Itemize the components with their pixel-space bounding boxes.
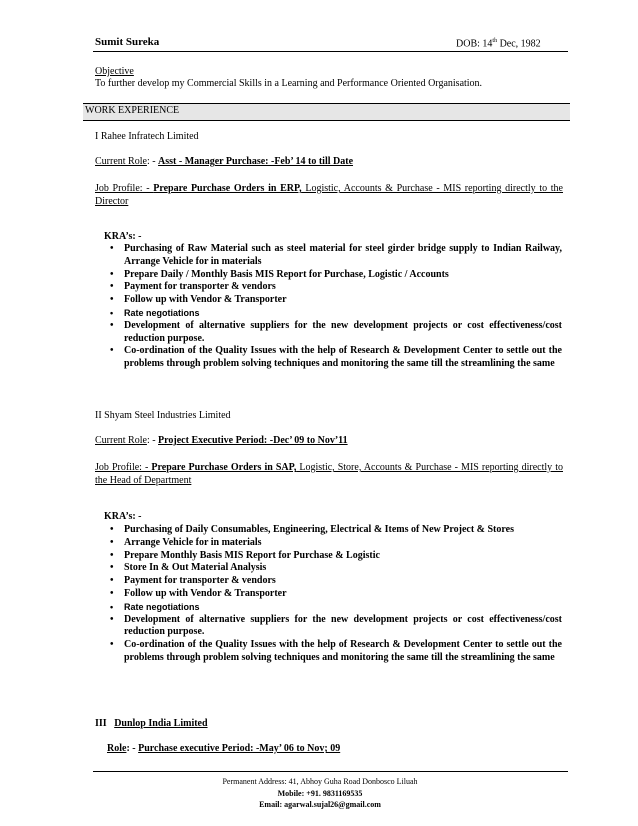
objective-heading: Objective	[95, 66, 134, 77]
footer-divider	[93, 771, 568, 772]
candidate-name: Sumit Sureka	[95, 36, 160, 48]
list-item: • Payment for transporter & vendors	[110, 281, 562, 294]
job1-profile: Job Profile: - Prepare Purchase Orders in ERP, Logistic, Accounts & Purchase - MIS reporting directly to the Director	[95, 183, 563, 207]
job1-company: I Rahee Infratech Limited	[95, 131, 199, 142]
footer-address: Permanent Address: 41, Abhoy Guha Road Donbosco Liluah	[222, 777, 418, 786]
list-item: • Rate negotiations	[110, 307, 562, 320]
job1-kra-list	[110, 243, 562, 371]
list-item: • Payment for transporter & vendors	[110, 575, 562, 588]
list-item: • Prepare Daily / Monthly Basis MIS Report for Purchase, Logistic / Accounts	[110, 269, 562, 282]
list-item: • Purchasing of Raw Material such as steel material for steel girder bridge supply to Indian Railway, Arrange Vehicle for in materials	[110, 243, 562, 269]
job2-kra-heading: KRA’s: -	[104, 511, 142, 522]
header-divider	[93, 51, 568, 52]
list-item: • Arrange Vehicle for in materials	[110, 537, 562, 550]
list-item: • Store In & Out Material Analysis	[110, 562, 562, 575]
objective-text: To further develop my Commercial Skills in a Learning and Performance Oriented Organisation.	[95, 78, 483, 89]
job2-kra-list	[110, 524, 562, 665]
job3-company: III Dunlop India Limited	[95, 718, 208, 729]
job2-profile: Job Profile: - Prepare Purchase Orders in SAP, Logistic, Store, Accounts & Purchase - MIS reporting directly to the Head of Department	[95, 462, 563, 486]
job2-company: II Shyam Steel Industries Limited	[95, 410, 231, 421]
list-item: • Co-ordination of the Quality Issues with the help of Research & Development Center to settle out the problems through problem solving techniques and monitoring the same till the streamlining the same	[110, 345, 562, 371]
list-item: • Follow up with Vendor & Transporter	[110, 588, 562, 601]
job1-kra-heading: KRA’s: -	[104, 231, 142, 242]
job1-role: Current Role: - Asst - Manager Purchase: -Feb’ 14 to till Date	[95, 156, 354, 167]
date-of-birth: DOB: 14th Dec, 1982	[456, 38, 541, 50]
work-experience-heading: WORK EXPERIENCE	[85, 105, 180, 116]
list-item: • Co-ordination of the Quality Issues with the help of Research & Development Center to settle out the problems through problem solving techniques and monitoring the same till the streamlining the same	[110, 639, 562, 665]
footer-mobile: Mobile: +91. 9831169535	[277, 789, 363, 798]
footer-email: Email: agarwal.sujal26@gmail.com	[259, 800, 381, 809]
list-item: • Follow up with Vendor & Transporter	[110, 294, 562, 307]
job3-role: Role: - Purchase executive Period: -May’ 06 to Nov; 09	[107, 743, 341, 754]
list-item: • Development of alternative suppliers for the new development projects or cost effectiveness/cost reduction purpose.	[110, 320, 562, 346]
list-item: • Development of alternative suppliers for the new development projects or cost effectiveness/cost reduction purpose.	[110, 614, 562, 640]
list-item: • Purchasing of Daily Consumables, Engineering, Electrical & Items of New Project & Stores	[110, 524, 562, 537]
job2-role: Current Role: - Project Executive Period: -Dec’ 09 to Nov’11	[95, 435, 348, 446]
list-item: • Prepare Monthly Basis MIS Report for Purchase & Logistic	[110, 550, 562, 563]
list-item: • Rate negotiations	[110, 601, 562, 614]
